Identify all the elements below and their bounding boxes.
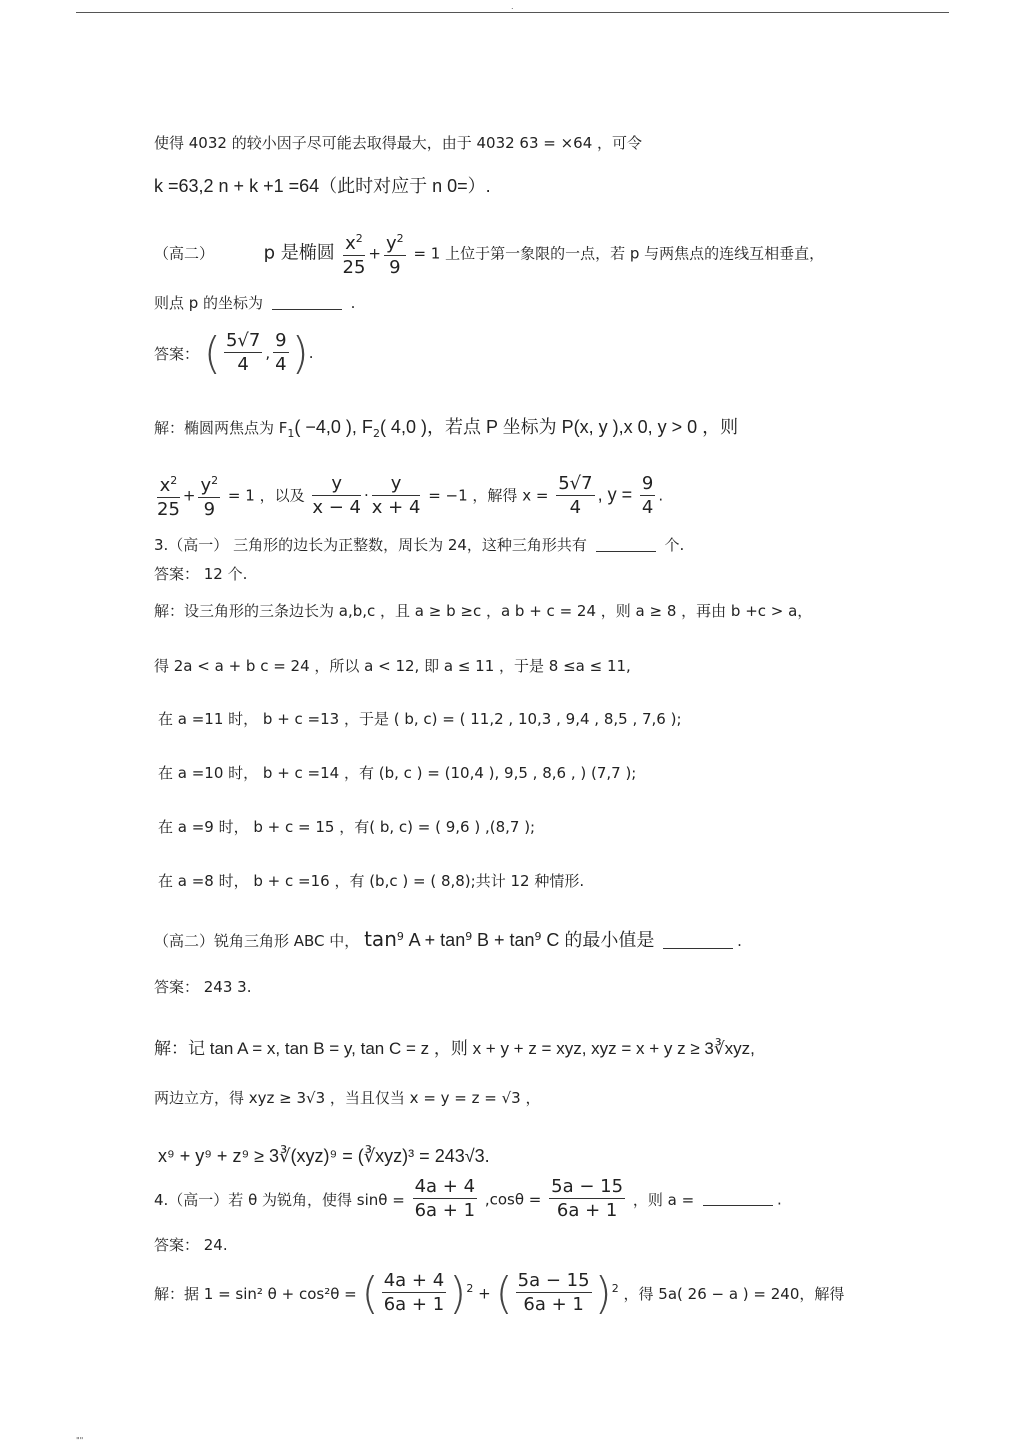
question-4: 4.（高一）若 θ 为锐角，使得 sinθ = $\frac{4a + 4}{6a + 1}$ ,cosθ = $\frac{5a - 15}{6a + 1}$ ，则 a = . [154,1176,782,1221]
solution-3-line-1: 解：设三角形的三条边长为 a,b,c ，且 a ≥ b ≥c ，a b + c = 24 ，则 a ≥ 8 ，再由 b +c > a， [154,602,813,620]
fraction-y2-9: $\frac{y^2}{9}$ [384,228,406,280]
text-line-2: k =63,2 n + k +1 =64（此时对应于 n 0=）. [154,176,491,196]
fraction-sin: $\frac{4a + 4}{6a + 1}$ [414,1176,476,1221]
solution-5: 解：据 1 = sin² θ + cos²θ = ( $\frac{4a + 4}{6a + 1}$ )$^2$ + ( $\frac{5a - 15}{6a + 1}$ )$^2$ ，得 5a( 26 − a ) = 240，解得 [154,1268,845,1319]
solution-4-line-1: 解：记 tan A = x, tan B = y, tan C = z ，则 x + y + z = xyz, xyz = x + y z ≥ 3∛xyz, [154,1039,755,1058]
solution-3-line-4: 在 a =10 时， b + c =14 ，有 (b, c ) = (10,4 ), 9,5 , 8,6 , ) (7,7 ); [158,764,637,782]
fraction-5root7-4: $\frac{5√7}{4}$ [225,330,261,375]
solution-1-line-1: 解：椭圆两焦点为 $F_1( -4,0$ ), $F_2$( 4,0 )，若点 P 坐标为 P(x, y ),x 0, y > 0 ，则 [154,417,739,440]
fraction-cos: $\frac{5a - 15}{6a + 1}$ [551,1176,624,1221]
answer-5: 答案： 24. [154,1236,228,1254]
answer-1: 答案： ( $\frac{5√7}{4}$ , $\frac{9}{4}$ ). [154,328,314,379]
answer-4: 答案： 243 3. [154,978,252,996]
answer-blank [663,934,733,949]
question-tan: （高二）锐角三角形 ABC 中， $\tan^9 A + \tan^9 B + \tan^9 C$ 的最小值是 . [154,927,742,951]
question-3: 3.（高一） 三角形的边长为正整数，周长为 24，这种三角形共有 个. [154,536,685,554]
header-dot: . [511,2,514,11]
grade-tag: （高二） [154,244,215,263]
answer-blank [596,537,656,552]
solution-3-line-2: 得 2a < a + b c = 24 ，所以 a < 12, 即 a ≤ 11 ，于是 8 ≤a ≤ 11, [154,657,631,675]
question-lead: p 是椭圆 [263,242,335,264]
solution-3-line-6: 在 a =8 时， b + c =16 ，有 (b,c ) = ( 8,8);共计 12 种情形. [158,872,585,890]
solution-4-line-3: x⁹ + y⁹ + z⁹ ≥ 3∛(xyz)⁹ = (∛xyz)³ = 243√3. [158,1146,490,1166]
answer-3: 答案： 12 个. [154,565,248,583]
solution-3-line-3: 在 a =11 时， b + c =13 ，于是 ( b, c) = ( 11,2 , 10,3 , 9,4 , 8,5 , 7,6 ); [158,710,682,728]
fraction-9-4: $\frac{9}{4}$ [275,330,287,375]
question-ellipse: （高二） p 是椭圆 $\frac{x^2}{25}$ + $\frac{y^2}{9}$ = 1 上位于第一象限的一点，若 p 与两焦点的连线互相垂直， [154,228,824,280]
question-coordinate: 则点 p 的坐标为 . [154,294,356,312]
solution-1-line-2: $\frac{x^2}{25}$ + $\frac{y^2}{9}$ = 1 ，以及 $\frac{y}{x - 4}$ · $\frac{y}{x + 4}$ = −1 ，解得 x = $\frac{5√7}{4}$ , y = $\frac{9}{4}$ . [154,470,663,522]
solution-4-line-2: 两边立方，得 xyz ≥ 3√3 ，当且仅当 x = y = z = √3 ， [154,1089,541,1107]
footer-mark: "" [76,1436,84,1445]
fraction-x2-25: $\frac{x^2}{25}$ [343,228,366,280]
solution-3-line-5: 在 a =9 时， b + c = 15 ，有( b, c) = ( 9,6 ) ,(8,7 ); [158,818,536,836]
answer-blank [272,295,342,310]
header-rule [76,12,949,13]
answer-blank [703,1191,773,1206]
question-rest: 1 上位于第一象限的一点，若 p 与两焦点的连线互相垂直， [430,244,825,263]
text-line-1: 使得 4032 的较小因子尽可能去取得最大，由于 4032 63 = ×64 ，可令 [154,134,643,152]
